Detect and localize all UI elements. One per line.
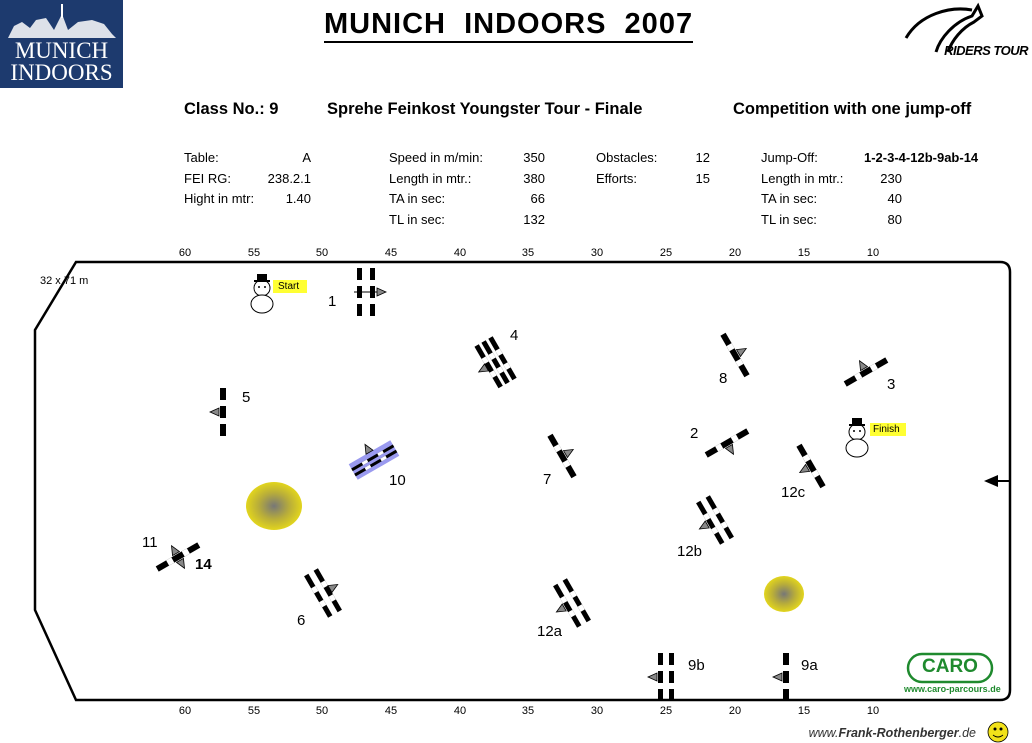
obstacle-1-icon bbox=[354, 268, 386, 316]
ruler-tick: 55 bbox=[247, 705, 261, 717]
obstacle-label-9b: 9b bbox=[688, 657, 705, 674]
obstacle-9a-icon bbox=[773, 653, 789, 701]
obstacles-label: Obstacles: bbox=[596, 150, 658, 165]
obstacle-12b-icon bbox=[687, 495, 734, 550]
jumpoff-label: Jump-Off: bbox=[761, 150, 818, 165]
ruler-tick: 15 bbox=[797, 705, 811, 717]
obstacle-label-5: 5 bbox=[242, 389, 251, 406]
obstacle-6-icon bbox=[304, 564, 350, 618]
table-label: Table: bbox=[184, 150, 219, 165]
class-number: Class No.: 9 bbox=[184, 100, 279, 118]
arena-outline bbox=[35, 262, 1010, 700]
ta-value: 66 bbox=[530, 191, 545, 206]
ruler-tick: 35 bbox=[521, 247, 535, 259]
ruler-tick: 30 bbox=[590, 705, 604, 717]
ta-label: TA in sec: bbox=[389, 191, 446, 206]
obstacle-label-6: 6 bbox=[297, 612, 306, 629]
jumpoff-tl-label: TL in sec: bbox=[761, 212, 817, 227]
ruler-tick: 40 bbox=[453, 247, 467, 259]
obstacle-label-12b: 12b bbox=[677, 543, 703, 560]
obstacle-label-4: 4 bbox=[510, 327, 519, 344]
website-credit[interactable] bbox=[809, 726, 976, 740]
table-value: A bbox=[302, 150, 311, 165]
jumpoff-ta-label: TA in sec: bbox=[761, 191, 818, 206]
ruler-tick: 45 bbox=[384, 247, 398, 259]
obstacle-label-8: 8 bbox=[719, 370, 728, 387]
length-label: Length in mtr.: bbox=[389, 171, 472, 186]
competition-type: Competition with one jump-off bbox=[733, 100, 972, 118]
finish-label: Finish bbox=[873, 424, 900, 435]
website-suffix: .de bbox=[958, 726, 976, 740]
ruler-tick: 35 bbox=[521, 705, 535, 717]
class-name: Sprehe Feinkost Youngster Tour - Finale bbox=[327, 100, 643, 118]
height-label: Hight in mtr: bbox=[184, 191, 255, 206]
fei-value: 238.2.1 bbox=[267, 171, 311, 186]
jumpoff-ta-value: 40 bbox=[887, 191, 902, 206]
logo-line1: MUNICH bbox=[14, 38, 109, 63]
obstacle-label-1: 1 bbox=[328, 293, 337, 310]
ruler-tick: 20 bbox=[728, 247, 742, 259]
website-name: Frank-Rothenberger bbox=[838, 726, 959, 740]
obstacle-label-7: 7 bbox=[543, 471, 552, 488]
height-value: 1.40 bbox=[285, 191, 311, 206]
ruler-tick: 15 bbox=[797, 247, 811, 259]
obstacle-label-3: 3 bbox=[887, 376, 896, 393]
obstacles-value: 12 bbox=[695, 150, 710, 165]
caro-logo-text: CARO bbox=[922, 656, 978, 677]
logo-line2: INDOORS bbox=[10, 60, 113, 85]
tl-value: 132 bbox=[523, 212, 545, 227]
ruler-tick: 45 bbox=[384, 705, 398, 717]
ruler-tick: 60 bbox=[178, 705, 192, 717]
obstacle-7-icon bbox=[547, 429, 585, 479]
obstacle-label-14: 14 bbox=[195, 556, 212, 573]
ruler-tick: 25 bbox=[659, 247, 673, 259]
ruler-tick: 40 bbox=[453, 705, 467, 717]
speed-label: Speed in m/min: bbox=[389, 150, 483, 165]
jumpoff-length-value: 230 bbox=[880, 171, 902, 186]
ruler-tick: 10 bbox=[866, 247, 880, 259]
speed-value: 350 bbox=[523, 150, 545, 165]
obstacle-9b-icon bbox=[648, 653, 674, 701]
ruler-tick: 60 bbox=[178, 247, 192, 259]
obstacle-label-10: 10 bbox=[389, 472, 406, 489]
jumpoff-length-label: Length in mtr.: bbox=[761, 171, 844, 186]
length-value: 380 bbox=[523, 171, 545, 186]
start-snowman-icon bbox=[251, 274, 273, 313]
efforts-label: Efforts: bbox=[596, 171, 637, 186]
arena-size: 32 x 71 m bbox=[40, 275, 89, 287]
ruler-tick: 50 bbox=[315, 247, 329, 259]
finish-snowman-icon bbox=[846, 418, 868, 457]
entry-arrow-icon bbox=[984, 475, 1010, 487]
ruler-tick: 20 bbox=[728, 705, 742, 717]
obstacle-label-9a: 9a bbox=[801, 657, 818, 674]
obstacle-label-11: 11 bbox=[142, 534, 158, 551]
obstacle-label-2: 2 bbox=[690, 425, 699, 442]
ruler-tick: 25 bbox=[659, 705, 673, 717]
ruler-tick: 50 bbox=[315, 705, 329, 717]
smiley-icon bbox=[988, 722, 1008, 742]
website-prefix: www. bbox=[808, 726, 839, 740]
tl-label: TL in sec: bbox=[389, 212, 445, 227]
obstacle-2-icon bbox=[705, 428, 755, 466]
obstacle-4-icon bbox=[467, 336, 517, 393]
jumpoff-tl-value: 80 bbox=[887, 212, 902, 227]
obstacle-5-icon bbox=[210, 388, 226, 436]
ruler-tick: 55 bbox=[247, 247, 261, 259]
plant-decoration-icon bbox=[764, 576, 804, 612]
ruler-tick: 30 bbox=[590, 247, 604, 259]
fei-label: FEI RG: bbox=[184, 171, 231, 186]
obstacle-label-12a: 12a bbox=[537, 623, 563, 640]
caro-url: www.caro-parcours.de bbox=[904, 684, 1001, 694]
obstacle-3-icon bbox=[839, 349, 889, 387]
efforts-value: 15 bbox=[695, 171, 710, 186]
start-label: Start bbox=[278, 281, 300, 292]
obstacle-label-12c: 12c bbox=[781, 484, 806, 501]
plant-decoration-icon bbox=[246, 482, 302, 530]
ruler-tick: 10 bbox=[866, 705, 880, 717]
jumpoff-value: 1-2-3-4-12b-9ab-14 bbox=[864, 150, 979, 165]
riders-tour-logo-text: RIDERS TOUR bbox=[944, 43, 1028, 58]
page-title: MUNICH INDOORS 2007 bbox=[324, 8, 693, 43]
